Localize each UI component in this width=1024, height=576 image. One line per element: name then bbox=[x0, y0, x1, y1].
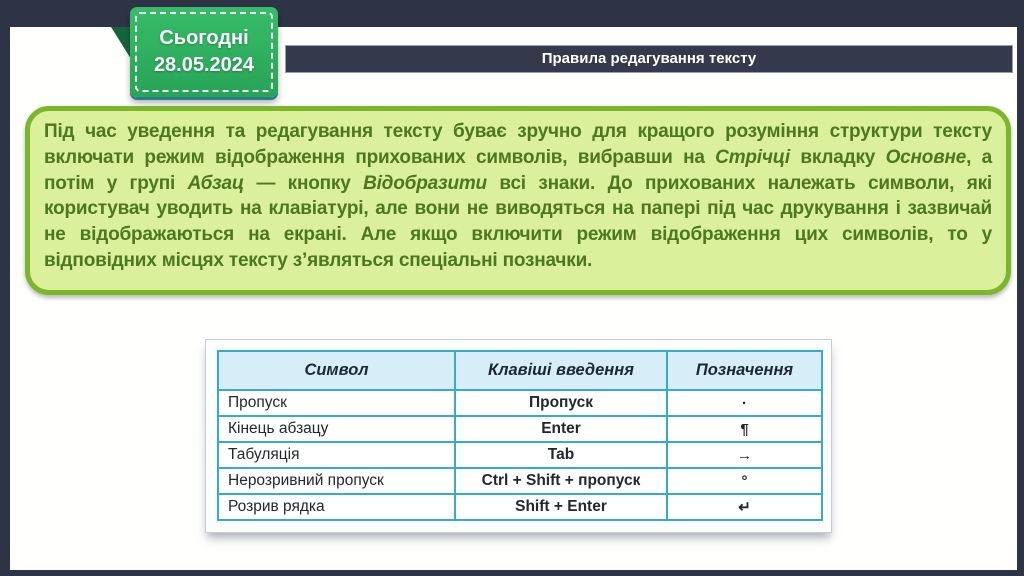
table-row bbox=[218, 494, 822, 520]
column-header-mark: Позначення bbox=[667, 351, 822, 390]
cell-keys: Tab bbox=[455, 442, 667, 468]
cell-symbol: Кінець абзацу bbox=[218, 416, 455, 442]
slide-title: Правила редагування тексту bbox=[541, 50, 757, 67]
paragraph-segment: — кнопку bbox=[243, 172, 364, 194]
intro-text-box bbox=[25, 106, 1011, 295]
table-row bbox=[218, 442, 822, 468]
paragraph-segment-italic: Абзац bbox=[187, 172, 244, 194]
cell-keys: Ctrl + Shift + пропуск bbox=[455, 468, 667, 494]
date-badge bbox=[130, 7, 278, 97]
cell-mark: ↵ bbox=[667, 494, 822, 520]
cell-symbol: Пропуск bbox=[218, 390, 455, 416]
slide-title-bar bbox=[285, 45, 1013, 73]
paragraph-segment-italic: Відобразити bbox=[363, 172, 487, 194]
paragraph-segment: вкладку bbox=[789, 146, 886, 168]
cell-symbol: Нерозривний пропуск bbox=[218, 468, 455, 494]
paragraph-segment-italic: Стрічці bbox=[715, 146, 790, 168]
symbols-table-card bbox=[205, 339, 832, 533]
paragraph-segment: , а потім у групі bbox=[44, 146, 993, 194]
column-header-keys: Клавіші введення bbox=[455, 351, 667, 390]
paragraph-segment: Під час уведення та редагування тексту буває зручно для кращого розуміння структури тексту включати режим відображення прихованих символів, вибравши на bbox=[44, 121, 992, 168]
cell-mark: · bbox=[667, 390, 822, 416]
paragraph-segment-italic: Основне bbox=[885, 146, 967, 168]
paragraph-segment: всі знаки. До прихованих належать символи, які користувач уводить на клавіатурі, але вони не виводяться на папері під час друкування і зазвичай не відображаються на екрані. Але якщо включити режим відображення цих символів, то у відповідних місцях тексту з’являться спеціальні позначки. bbox=[44, 172, 992, 272]
table-header-row bbox=[218, 351, 822, 390]
cell-symbol: Розрив рядка bbox=[218, 494, 455, 520]
table-row bbox=[218, 416, 822, 442]
cell-mark: ¶ bbox=[667, 416, 822, 442]
intro-paragraph bbox=[30, 111, 1006, 284]
badge-today-label: Сьогодні bbox=[159, 27, 249, 49]
cell-keys: Enter bbox=[455, 416, 667, 442]
cell-keys: Shift + Enter bbox=[455, 494, 667, 520]
cell-symbol: Табуляція bbox=[218, 442, 455, 468]
cell-keys: Пропуск bbox=[455, 390, 667, 416]
symbols-table bbox=[217, 350, 823, 521]
table-row bbox=[218, 468, 822, 494]
badge-date: 28.05.2024 bbox=[153, 54, 255, 76]
cell-mark: ° bbox=[667, 468, 822, 494]
table-row bbox=[218, 390, 822, 416]
cell-mark: → bbox=[667, 442, 822, 468]
column-header-symbol: Символ bbox=[218, 351, 455, 390]
